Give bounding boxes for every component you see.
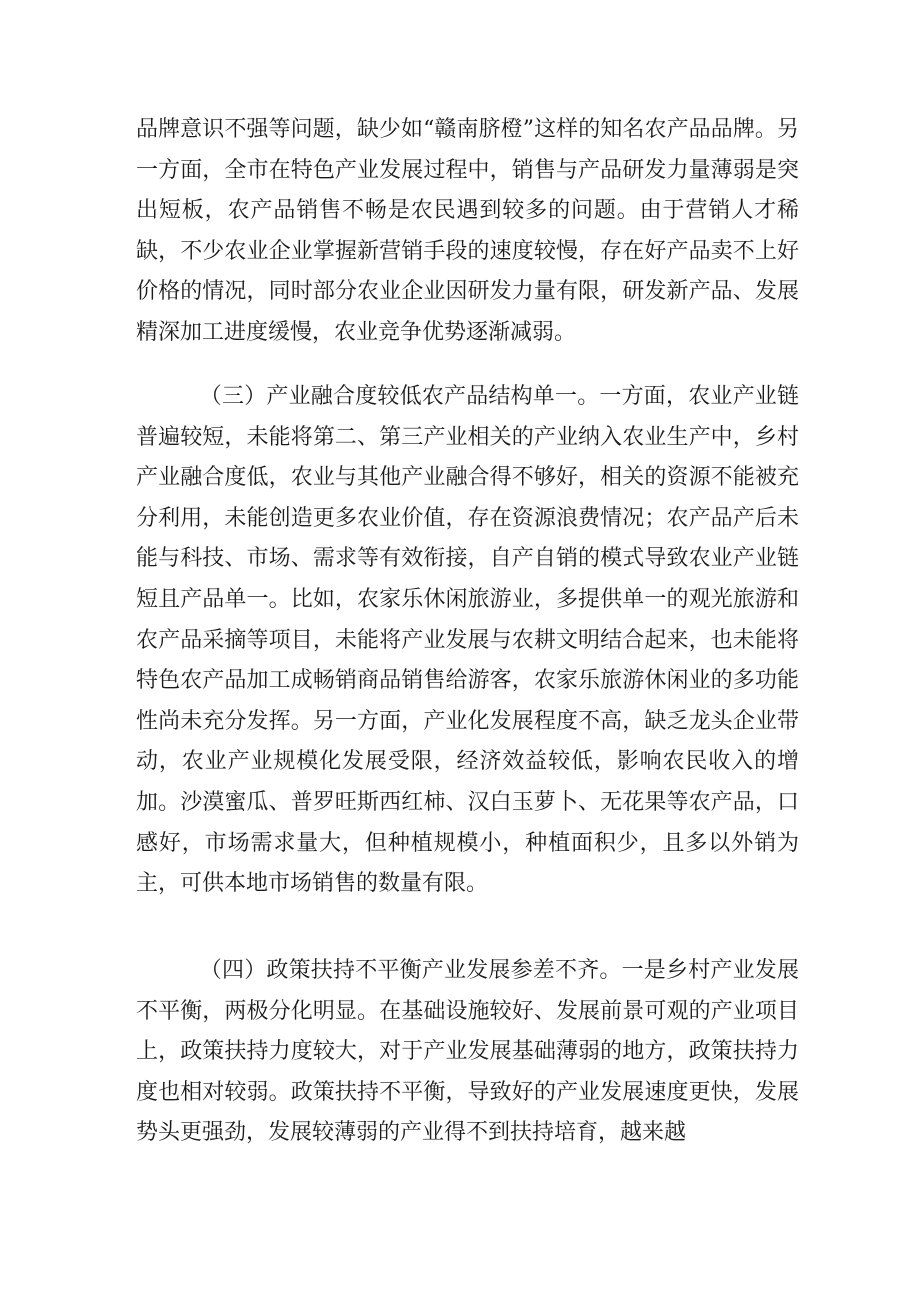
paragraph-text: 品牌意识不强等问题，缺少如“赣南脐橙”这样的知名农产品品牌。另一方面，全市在特色产业发展过程中，销售与产品研发力量薄弱是突出短板，农产品销售不畅是农民遇到较多的问题。由于营销人才稀缺，不少农业企业掌握新营销手段的速度较慢，存在好产品卖不上好价格的情况，同时部分农业企业因研发力量有限，研发新产品、发展精深加工进度缓慢，农业竞争优势逐渐减弱。: [136, 117, 799, 345]
paragraph-text: （三）产业融合度较低农产品结构单一。一方面，农业产业链普遍较短，未能将第二、第三产业相关的产业纳入农业生产中，乡村产业融合度低，农业与其他产业融合得不够好，相关的资源不能被充分利用，未能创造更多农业价值，存在资源浪费情况；农产品产后未能与科技、市场、需求等有效衔接，自产自销的模式导致农业产业链短且产品单一。比如，农家乐休闲旅游业，多提供单一的观光旅游和农产品采摘等项目，未能将产业发展与农耕文明结合起来，也未能将特色农产品加工成畅销商品销售给游客，农家乐旅游休闲业的多功能性尚未充分发挥。另一方面，产业化发展程度不高，缺乏龙头企业带动，农业产业规模化发展受限，经济效益较低，影响农民收入的增加。沙漠蜜瓜、普罗旺斯西红柿、汉白玉萝卜、无花果等农产品，口感好，市场需求量大，但种植规模小，种植面积少，且多以外销为主，可供本地市场销售的数量有限。: [136, 384, 799, 897]
paragraph-continuation: [136, 110, 799, 354]
paragraph-section-3: [136, 377, 799, 905]
paragraph-text: （四）政策扶持不平衡产业发展参差不齐。一是乡村产业发展不平衡，两极分化明显。在基础设施较好、发展前景可观的产业项目上，政策扶持力度较大，对于产业发展基础薄弱的地方，政策扶持力度也相对较弱。政策扶持不平衡，导致好的产业发展速度更快，发展势头更强劲，发展较薄弱的产业得不到扶持培育，越来越: [136, 958, 799, 1146]
paragraph-section-4: [136, 951, 799, 1154]
